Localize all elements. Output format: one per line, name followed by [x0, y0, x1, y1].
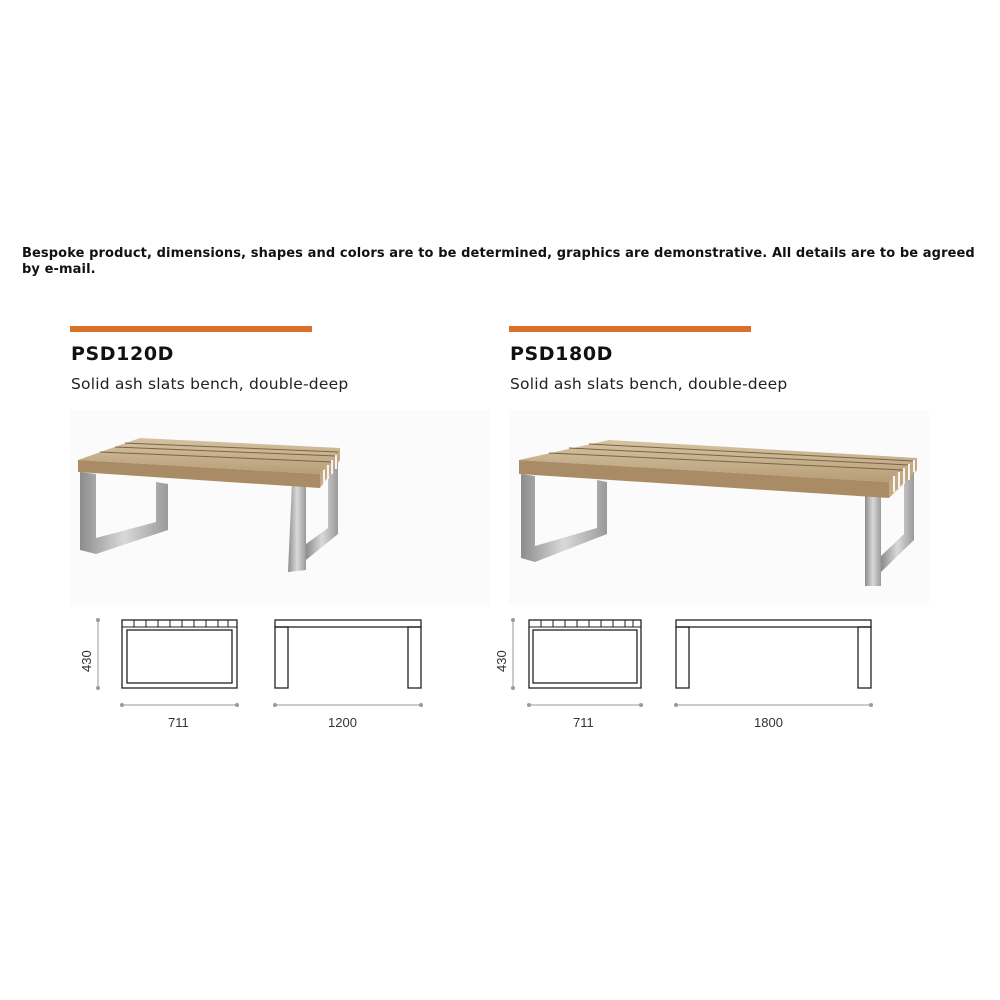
height-label: 430: [494, 650, 509, 672]
product-description: Solid ash slats bench, double-deep: [510, 375, 788, 393]
depth-label: 711: [168, 715, 189, 730]
depth-label: 711: [573, 715, 594, 730]
product-code: PSD180D: [510, 343, 614, 365]
length-label: 1800: [754, 715, 783, 730]
technical-drawings: [494, 326, 949, 746]
product-card-psd180d: [494, 326, 949, 746]
length-label: 1200: [328, 715, 357, 730]
product-card-psd120d: [70, 326, 510, 746]
technical-drawings: [70, 326, 510, 746]
product-description: Solid ash slats bench, double-deep: [71, 375, 349, 393]
product-code: PSD120D: [71, 343, 175, 365]
height-label: 430: [79, 650, 94, 672]
disclaimer-text: Bespoke product, dimensions, shapes and colors are to be determined, graphics are demonstrative. All details are to be agreed by e-mail.: [22, 246, 975, 277]
